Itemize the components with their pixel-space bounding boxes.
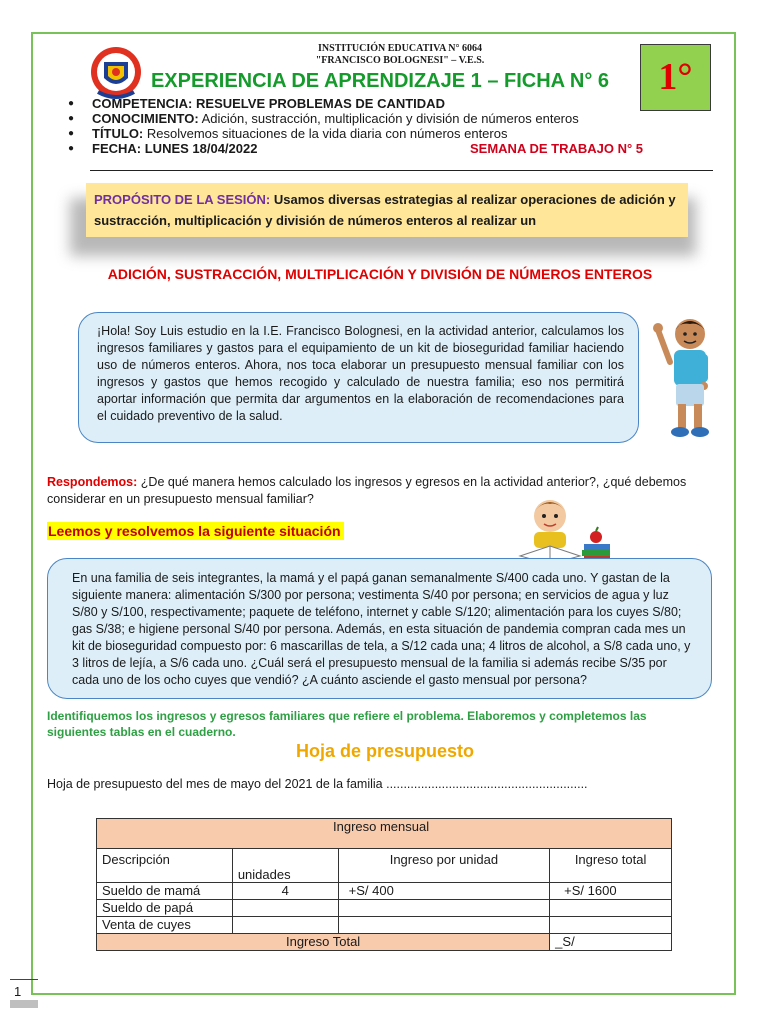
table-row xyxy=(97,917,672,934)
table-header-descripcion: Descripción xyxy=(97,849,233,883)
fecha-value: LUNES 18/04/2022 xyxy=(144,141,258,156)
semana-label: SEMANA DE TRABAJO N° 5 xyxy=(470,141,644,156)
page-number-rule xyxy=(10,979,38,980)
table-header-ingreso-total: Ingreso total xyxy=(550,849,672,883)
conocimiento-label: CONOCIMIENTO: xyxy=(92,111,199,126)
leemos-heading: Leemos y resolvemos la siguiente situación xyxy=(47,522,344,540)
table-cell: +S/ 1600 xyxy=(550,883,672,900)
table-cell: Venta de cuyes xyxy=(97,917,233,934)
table-cell xyxy=(232,900,338,917)
page-title: EXPERIENCIA DE APRENDIZAJE 1 – FICHA N° 6 xyxy=(150,70,610,92)
respond-text: ¿De qué manera hemos calculado los ingresos y egresos en la actividad anterior?, ¿qué debemos considerar en un presupuesto mensual familiar? xyxy=(47,475,687,506)
bullet-icon: ● xyxy=(68,98,75,109)
info-fecha xyxy=(68,141,718,156)
table-header-ingreso-unidad: Ingreso por unidad xyxy=(338,849,550,883)
table-cell xyxy=(338,917,550,934)
page-number: 1 xyxy=(14,984,22,999)
competencia-label: COMPETENCIA: xyxy=(92,96,193,111)
table-cell xyxy=(550,900,672,917)
boy-waving-icon xyxy=(650,310,722,440)
child-reading-icon xyxy=(512,494,612,566)
table-row xyxy=(97,900,672,917)
table-total-row xyxy=(97,934,672,951)
purpose-box xyxy=(86,183,688,237)
info-competencia xyxy=(68,96,718,111)
table-caption: Ingreso mensual xyxy=(97,819,672,849)
bullet-icon: ● xyxy=(68,128,75,139)
institution-name: INSTITUCIÓN EDUCATIVA N° 6064 xyxy=(318,43,482,54)
income-table xyxy=(96,818,672,951)
fecha-label: FECHA: xyxy=(92,141,142,156)
table-cell xyxy=(550,917,672,934)
purpose-text: Usamos diversas estrategias al realizar operaciones de adición y sustracción, multiplicación y división de números enteros al realizar un xyxy=(94,192,676,228)
grade-badge: 1° xyxy=(640,44,711,111)
bullet-icon: ● xyxy=(68,113,75,124)
institution-header xyxy=(200,43,600,67)
budget-sheet-line: Hoja de presupuesto del mes de mayo del 2021 de la familia .......................................................... xyxy=(47,777,588,791)
titulo-label: TÍTULO: xyxy=(92,126,144,141)
budget-sheet-title: Hoja de presupuesto xyxy=(295,741,475,761)
table-header-unidades: unidades xyxy=(232,849,338,883)
table-total-label: Ingreso Total xyxy=(97,934,550,951)
page-number-bar xyxy=(10,1000,38,1008)
info-list xyxy=(68,96,718,156)
info-conocimiento xyxy=(68,111,718,126)
purpose-label: PROPÓSITO DE LA SESIÓN: xyxy=(94,192,271,207)
info-titulo xyxy=(68,126,718,141)
institution-school: "FRANCISCO BOLOGNESI" – V.E.S. xyxy=(315,55,485,66)
identify-instruction: Identifiquemos los ingresos y egresos familiares que refiere el problema. Elaboremos y completemos las siguientes tablas en el cuaderno. xyxy=(47,709,647,739)
competencia-value: RESUELVE PROBLEMAS DE CANTIDAD xyxy=(196,96,445,111)
header-divider xyxy=(90,170,713,171)
table-cell: Sueldo de papá xyxy=(97,900,233,917)
section-title: ADICIÓN, SUSTRACCIÓN, MULTIPLICACIÓN Y DIVISIÓN DE NÚMEROS ENTEROS xyxy=(107,266,653,282)
table-cell: 4 xyxy=(232,883,338,900)
conocimiento-value: Adición, sustracción, multiplicación y división de números enteros xyxy=(201,111,579,126)
table-cell: +S/ 400 xyxy=(338,883,550,900)
table-cell: Sueldo de mamá xyxy=(97,883,233,900)
table-total-value: _S/ xyxy=(550,934,672,951)
intro-speech-bubble: ¡Hola! Soy Luis estudio en la I.E. Francisco Bolognesi, en la actividad anterior, calculamos los ingresos familiares y gastos para el equipamiento de un kit de bioseguridad familiar haciendo uso de números enteros. Ahora, nos toca elaborar un presupuesto mensual familiar con los ingresos y gastos que hemos recogido y calculado de nuestra familia; eso nos permitirá aportar información que permita dar argumentos en la elaboración de recomendaciones para el cuidado preventivo de la salud. xyxy=(78,312,639,443)
respond-label: Respondemos: xyxy=(47,475,138,489)
table-cell xyxy=(338,900,550,917)
bullet-icon: ● xyxy=(68,143,75,154)
situation-box: En una familia de seis integrantes, la mamá y el papá ganan semanalmente S/400 cada uno. Y gastan de la siguiente manera: alimentación S/300 por persona; vestimenta S/40 por persona; en servicios de agua y luz S/80 y S/100, respectivamente; paquete de teléfono, internet y cable S/120; alimentación para los cuyes S/80; gas S/38; e higiene personal S/40 por persona. Además, en esta situación de pandemia compran cada mes un kit de bioseguridad compuesto por: 6 mascarillas de tela, a S/12 cada una; 4 litros de alcohol, a S/8 cada uno, y 3 litros de lejía, a S/6 cada uno. ¿Cuál será el presupuesto mensual de la familia si además recibe S/35 por cada uno de los ocho cuyes que vendió? ¿A cuánto asciende el gasto mensual por persona? xyxy=(47,558,712,699)
table-row xyxy=(97,883,672,900)
table-cell xyxy=(232,917,338,934)
titulo-value: Resolvemos situaciones de la vida diaria con números enteros xyxy=(146,126,508,141)
